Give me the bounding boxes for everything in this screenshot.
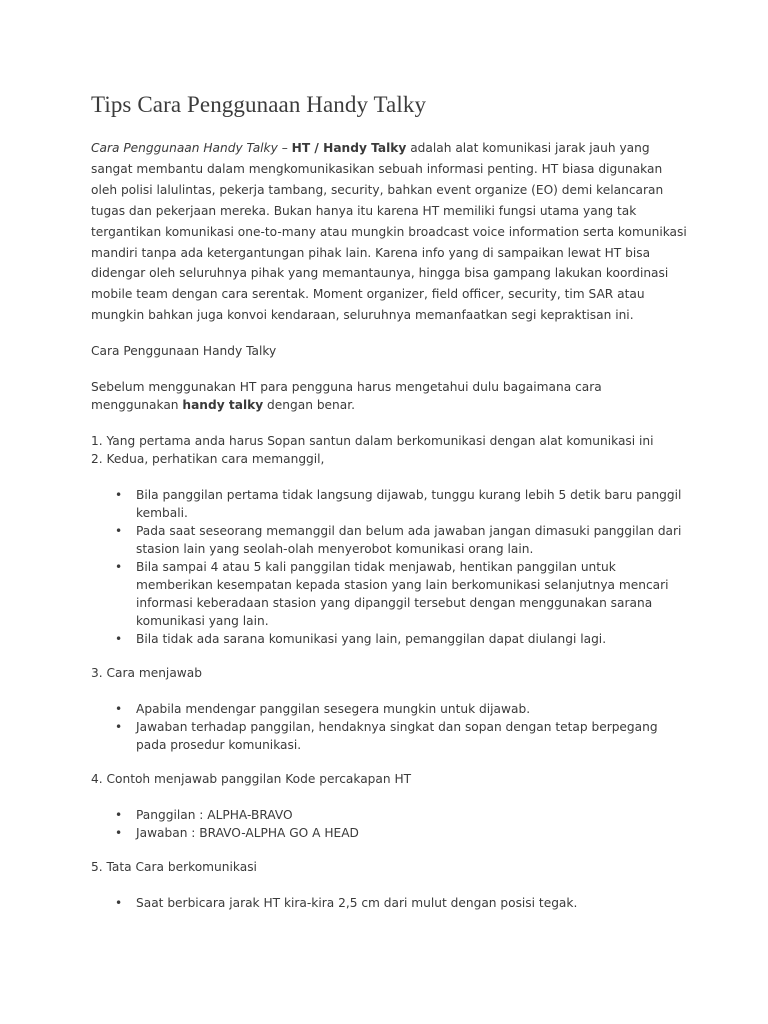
usage-paragraph <box>91 378 691 414</box>
intro-dash: – <box>277 141 292 155</box>
numbered-items <box>91 432 691 468</box>
list-item: • Bila panggilan pertama tidak langsung dijawab, tunggu kurang lebih 5 detik baru panggil kembali. <box>136 486 691 522</box>
document-title: Tips Cara Penggunaan Handy Talky <box>91 92 427 117</box>
list-item: • Panggilan : ALPHA-BRAVO <box>136 806 691 824</box>
intro-paragraph <box>91 138 691 326</box>
call-code-list <box>91 806 691 842</box>
intro-body: adalah alat komunikasi jarak jauh yang sangat membantu dalam mengkomunikasikan sebuah informasi penting. HT biasa digunakan oleh polisi lalulintas, pekerja tambang, security, bahkan event organize (EO) demi kelancaran tugas dan pekerjaan mereka. Bukan hanya itu karena HT memiliki fungsi utama yang tak tergantikan komunikasi one-to-many atau mungkin broadcast voice information serta komunikasi mandiri tanpa ada ketergantungan pihak lain. Karena info yang di sampaikan lewat HT bisa didengar oleh seluruhnya pihak yang memantaunya, hingga bisa gampang lakukan koordinasi mobile team dengan cara serentak. Moment organizer, field officer, security, tim SAR atau mungkin bahkan juga konvoi kendaraan, seluruhnya memanfaatkan segi kepraktisan ini. <box>91 141 687 323</box>
sub-heading: Cara Penggunaan Handy Talky <box>91 344 277 359</box>
list-item: • Jawaban : BRAVO-ALPHA GO A HEAD <box>136 824 691 842</box>
usage-after: dengan benar. <box>263 398 356 413</box>
calling-rules-list <box>91 486 691 648</box>
document-page <box>91 90 691 928</box>
section-5-heading: 5. Tata Cara berkomunikasi <box>91 860 257 875</box>
communication-rules-list <box>91 894 691 912</box>
usage-before: Sebelum menggunakan HT para pengguna harus mengetahui dulu bagaimana cara menggunakan <box>91 380 602 413</box>
list-item: • Bila tidak ada sarana komunikasi yang lain, pemanggilan dapat diulangi lagi. <box>136 630 691 648</box>
usage-bold: handy talky <box>182 398 264 413</box>
list-item: • Apabila mendengar panggilan sesegera mungkin untuk dijawab. <box>136 700 691 718</box>
numbered-item-2: 2. Kedua, perhatikan cara memanggil, <box>91 452 325 467</box>
list-item: • Bila sampai 4 atau 5 kali panggilan tidak menjawab, hentikan panggilan untuk memberikan kesempatan kepada stasion yang lain berkomunikasi selanjutnya mencari informasi keberadaan stasion yang dipanggil tersebut dengan menggunakan sarana komunikasi yang lain. <box>136 558 691 630</box>
section-3-heading: 3. Cara menjawab <box>91 666 202 681</box>
intro-lead-italic: Cara Penggunaan Handy Talky <box>91 141 278 155</box>
section-4-heading: 4. Contoh menjawab panggilan Kode percakapan HT <box>91 772 412 787</box>
list-item: • Saat berbicara jarak HT kira-kira 2,5 cm dari mulut dengan posisi tegak. <box>136 894 691 912</box>
answering-rules-list <box>91 700 691 754</box>
numbered-item-1: 1. Yang pertama anda harus Sopan santun dalam berkomunikasi dengan alat komunikasi ini <box>91 434 654 449</box>
list-item: • Pada saat seseorang memanggil dan belum ada jawaban jangan dimasuki panggilan dari stasion lain yang seolah-olah menyerobot komunikasi orang lain. <box>136 522 691 558</box>
list-item: • Jawaban terhadap panggilan, hendaknya singkat dan sopan dengan tetap berpegang pada prosedur komunikasi. <box>136 718 691 754</box>
intro-lead-bold: HT / Handy Talky <box>291 141 407 155</box>
